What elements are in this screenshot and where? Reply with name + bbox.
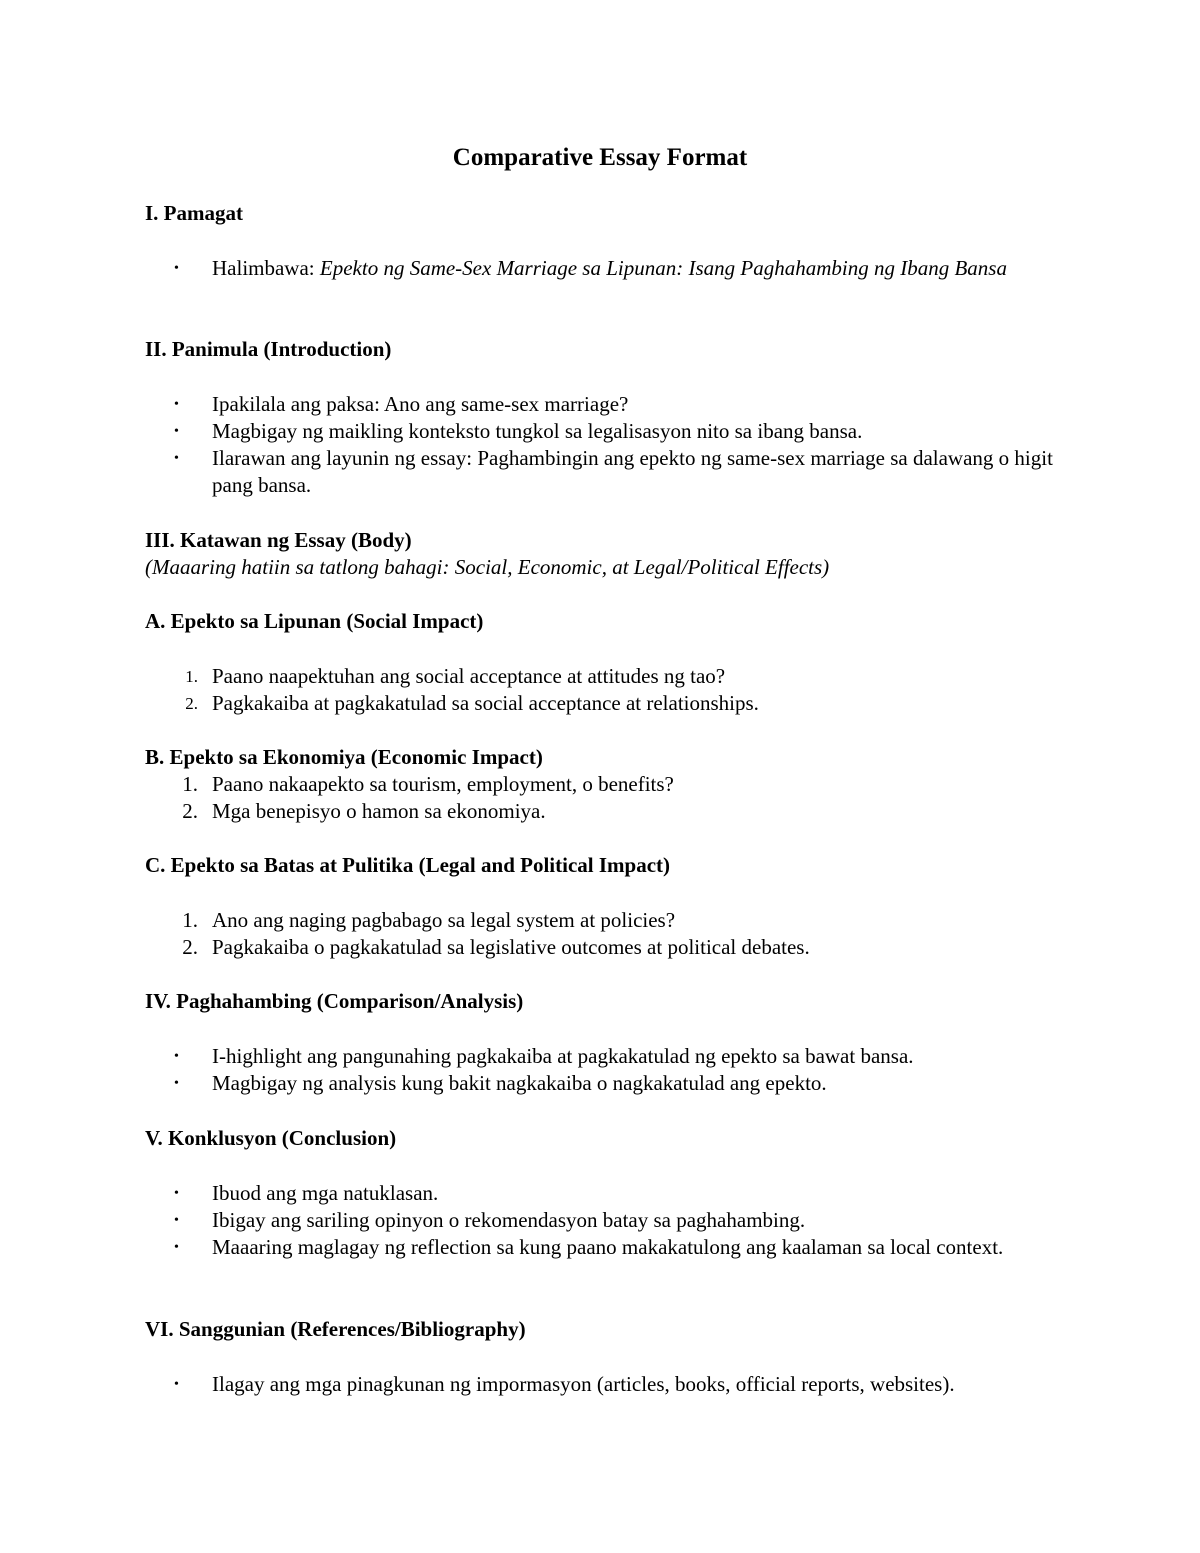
example-title: Epekto ng Same-Sex Marriage sa Lipunan: Isang Paghahambing ng Ibang Bansa [319,256,1007,280]
bullet-marker: • [174,424,179,439]
bullet-marker: • [174,1049,179,1064]
number-marker: 1. [182,772,198,796]
social-list [0,663,1072,717]
list-item [0,418,1072,445]
list-item-text: Pagkakaiba o pagkakatulad sa legislative outcomes at political debates. [212,935,810,959]
bullet-marker: • [174,261,179,276]
list-item [0,1070,1072,1097]
list-item [0,255,1072,282]
list-item [0,1043,1072,1070]
list-item-text: Pagkakaiba at pagkakatulad sa social acceptance at relationships. [212,691,759,715]
section-heading-konklusyon: V. Konklusyon (Conclusion) [145,1126,397,1150]
bullet-marker: • [174,1240,179,1255]
list-item [0,771,1072,798]
list-item-text: Magbigay ng maikling konteksto tungkol sa legalisasyon nito sa ibang bansa. [212,419,863,443]
paghahambing-list [0,1043,1072,1097]
list-item [0,663,1072,690]
list-item [0,798,1072,825]
list-item [0,934,1072,961]
subsection-heading-social: A. Epekto sa Lipunan (Social Impact) [145,609,484,633]
number-marker: 1. [182,908,198,932]
bullet-marker: • [174,1377,179,1392]
list-item [0,1207,1072,1234]
konklusyon-list [0,1180,1072,1261]
economic-list [0,771,1072,825]
document-title: Comparative Essay Format [452,144,748,171]
legal-list [0,907,1072,961]
pamagat-list [0,255,1072,282]
subsection-heading-legal: C. Epekto sa Batas at Pulitika (Legal and Political Impact) [145,853,671,877]
number-marker: 1. [185,667,198,686]
list-item-text: Mga benepisyo o hamon sa ekonomiya. [212,799,546,823]
list-item [0,1371,1072,1398]
list-item [0,391,1072,418]
number-marker: 2. [185,694,198,713]
section-heading-katawan: III. Katawan ng Essay (Body) [145,528,412,552]
list-item-text: Magbigay ng analysis kung bakit nagkakaiba o nagkakatulad ang epekto. [212,1071,827,1095]
list-item [0,907,1072,934]
bullet-marker: • [174,1213,179,1228]
bullet-marker: • [174,1076,179,1091]
list-item-text: Ilarawan ang layunin ng essay: Paghambingin ang epekto ng same-sex marriage sa dalawang o higit pang bansa. [212,446,1053,497]
section-heading-pamagat: I. Pamagat [145,201,243,225]
bullet-marker: • [174,397,179,412]
list-item-text: Ipakilala ang paksa: Ano ang same-sex marriage? [212,392,629,416]
section-heading-paghahambing: IV. Paghahambing (Comparison/Analysis) [145,989,524,1013]
list-item [0,1234,1072,1261]
list-item [0,690,1072,717]
section-heading-panimula: II. Panimula (Introduction) [145,337,392,361]
sanggunian-list [0,1371,1072,1398]
bullet-marker: • [174,451,179,466]
list-item-text: Ibuod ang mga natuklasan. [212,1181,439,1205]
section-heading-sanggunian: VI. Sanggunian (References/Bibliography) [145,1317,526,1341]
list-item-text: Ibigay ang sariling opinyon o rekomendasyon batay sa paghahambing. [212,1208,806,1232]
panimula-list [0,391,1072,499]
list-item-text: Paano nakaapekto sa tourism, employment, o benefits? [212,772,674,796]
list-item-text: Paano naapektuhan ang social acceptance at attitudes ng tao? [212,664,726,688]
list-item-text: I-highlight ang pangunahing pagkakaiba at pagkakatulad ng epekto sa bawat bansa. [212,1044,914,1068]
number-marker: 2. [182,799,198,823]
subsection-heading-economic: B. Epekto sa Ekonomiya (Economic Impact) [145,745,543,769]
list-item-text: Maaaring maglagay ng reflection sa kung paano makakatulong ang kaalaman sa local context. [212,1235,1004,1259]
section-note: (Maaaring hatiin sa tatlong bahagi: Social, Economic, at Legal/Political Effects) [145,555,830,579]
number-marker: 2. [182,935,198,959]
list-item-text: Ano ang naging pagbabago sa legal system at policies? [212,908,676,932]
list-item-text: Ilagay ang mga pinagkunan ng impormasyon (articles, books, official reports, websites). [212,1372,955,1396]
bullet-marker: • [174,1186,179,1201]
list-item [0,445,1072,499]
example-label: Halimbawa: [212,256,320,280]
list-item [0,1180,1072,1207]
